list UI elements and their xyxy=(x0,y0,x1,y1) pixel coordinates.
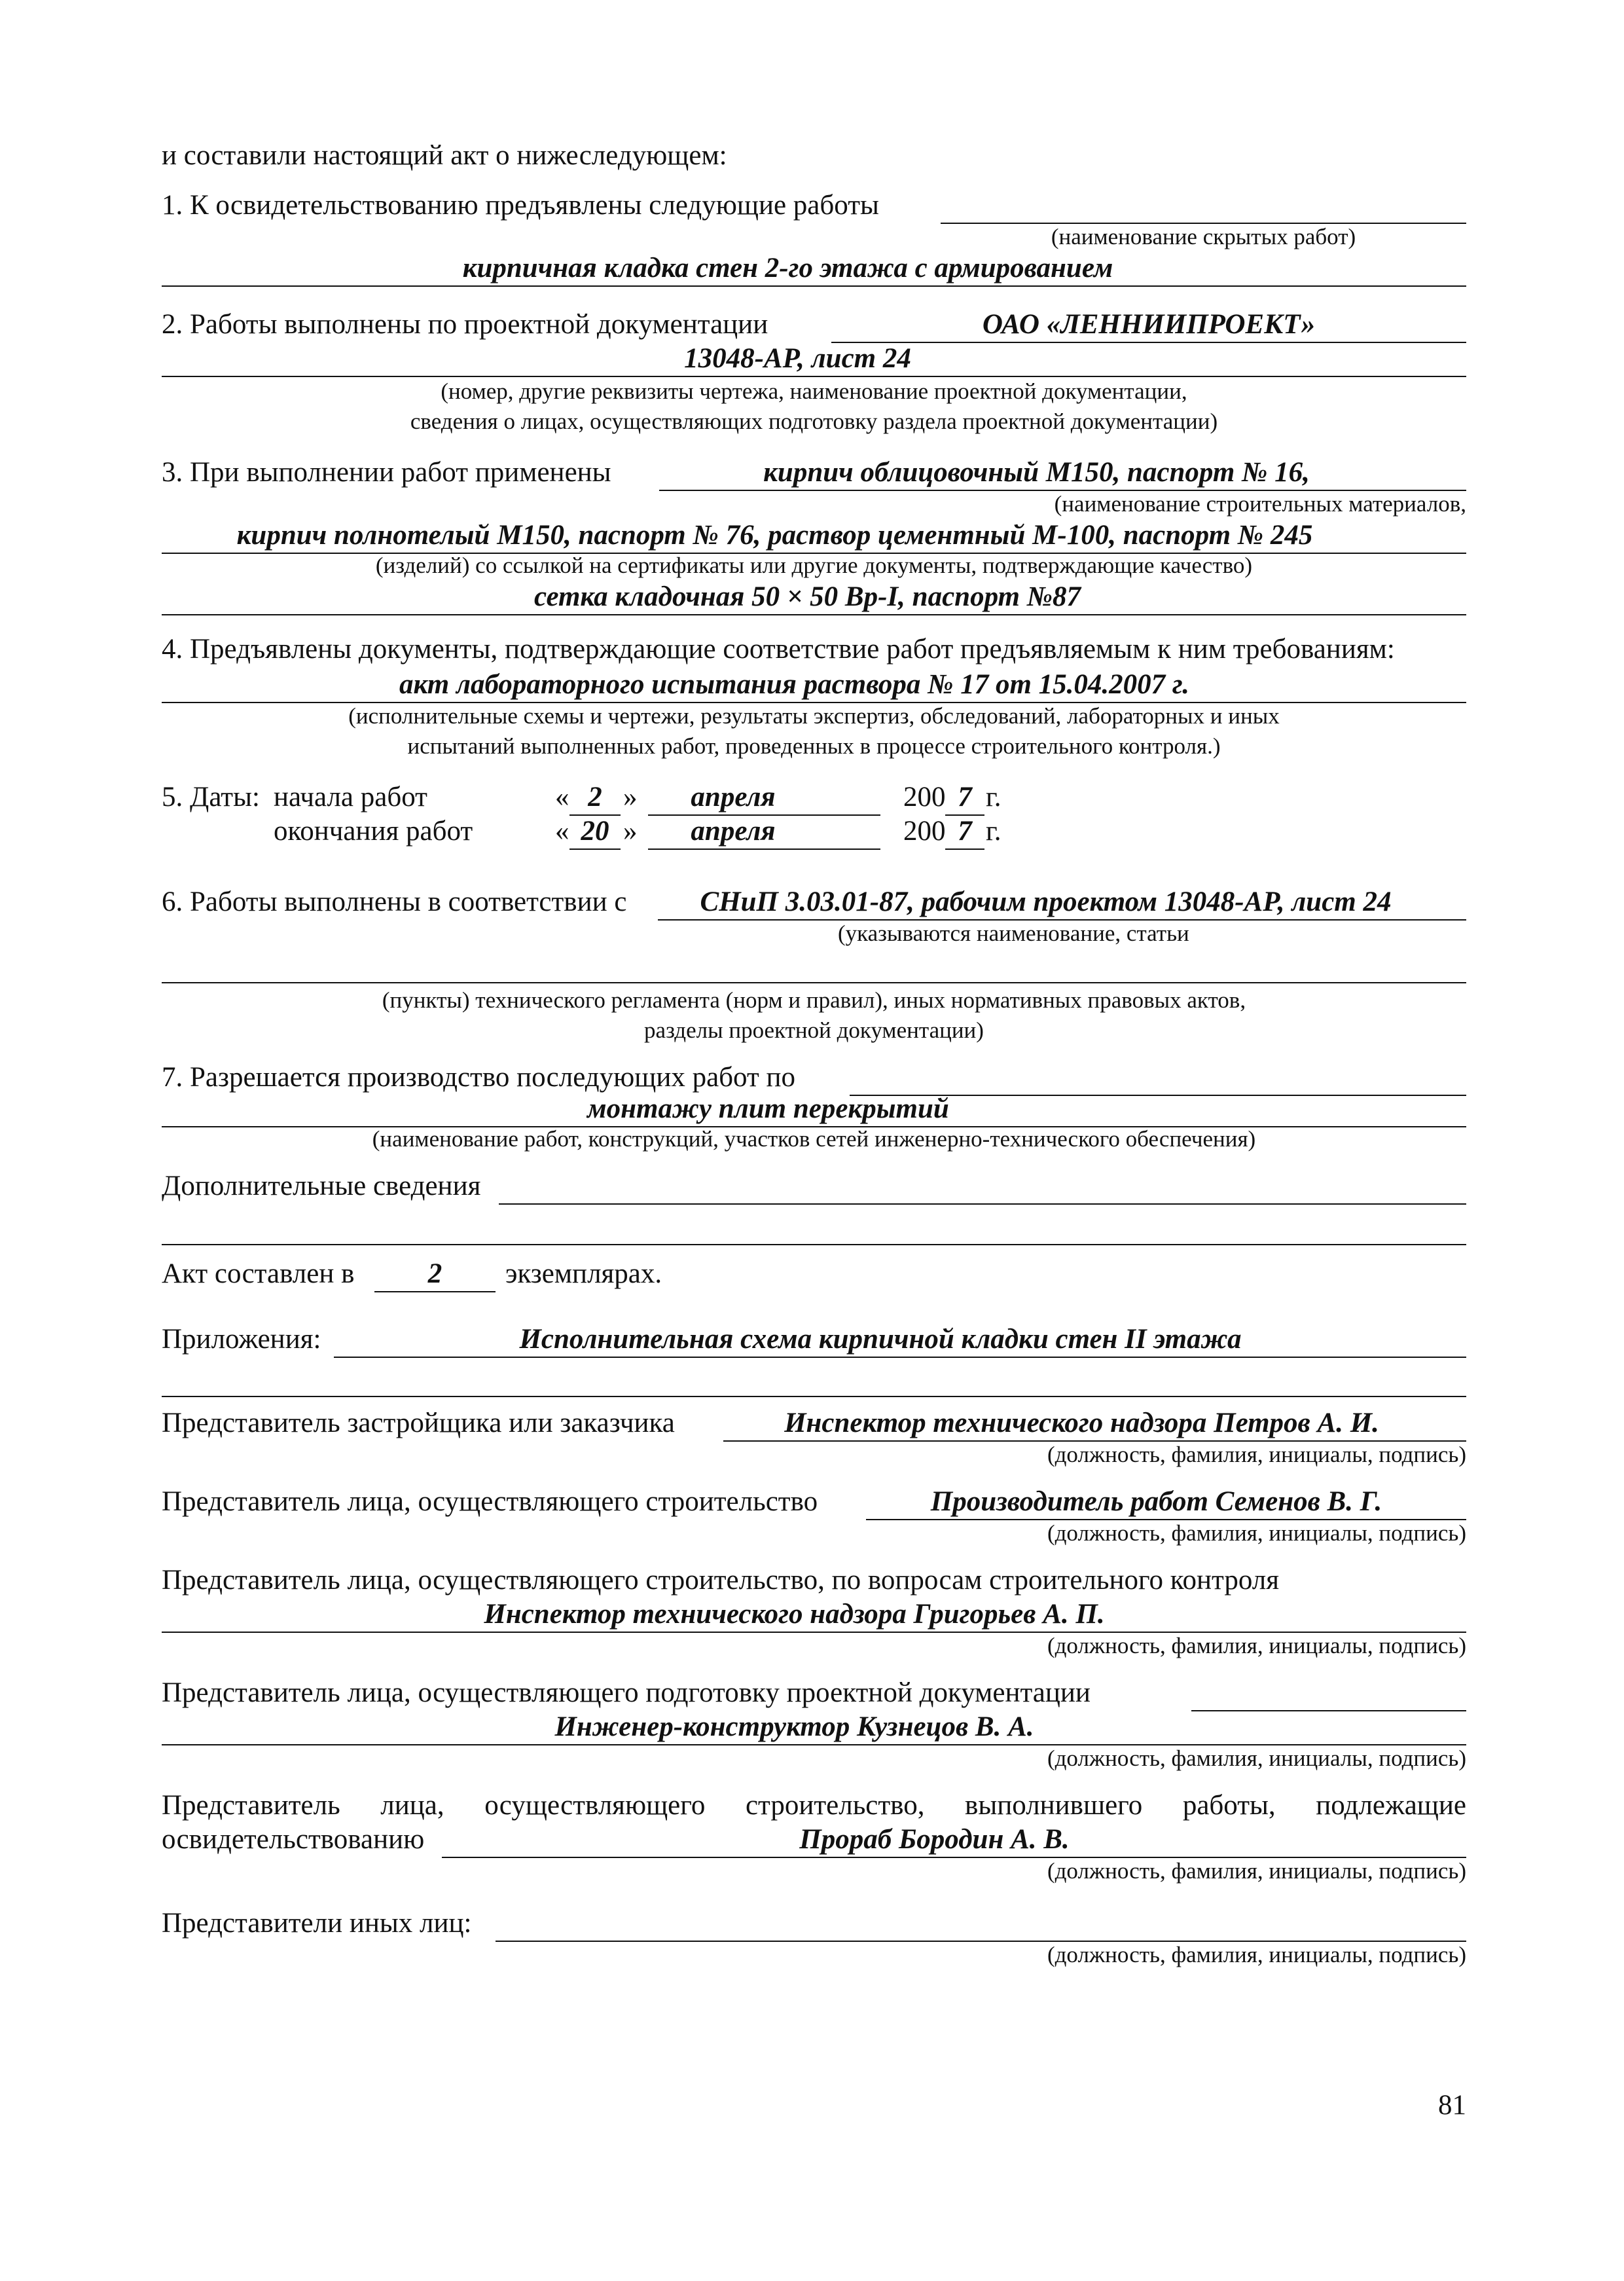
end-month: апреля xyxy=(691,816,776,847)
item6-label: 6. Работы выполнены в соответствии с xyxy=(162,886,627,917)
additional-label: Дополнительные сведения xyxy=(162,1171,481,1201)
item3-caption1: (наименование строительных материалов, xyxy=(1054,491,1466,517)
item7-caption: (наименование работ, конструкций, участков сетей инженерно-технического обеспечения) xyxy=(372,1126,1256,1152)
attachments-line-2 xyxy=(162,1362,1466,1397)
start-year-prefix: 200 xyxy=(903,782,946,812)
item6-blank-line xyxy=(162,948,1466,983)
rep4-caption: (должность, фамилия, инициалы, подпись) xyxy=(1047,1745,1466,1771)
additional-line-2 xyxy=(162,1210,1466,1245)
item2-caption2: сведения о лицах, осуществляющих подготовку раздела проектной документации) xyxy=(410,409,1218,434)
item4-label: 4. Предъявлены документы, подтверждающие соответствие работ предъявляемым к ним требованиям: xyxy=(162,634,1395,665)
rep4-value: Инженер-конструктор Кузнецов В. А. xyxy=(554,1711,1034,1742)
rep2-caption: (должность, фамилия, инициалы, подпись) xyxy=(1047,1520,1466,1546)
item6-caption1: (указываются наименование, статьи xyxy=(838,921,1189,946)
item5-end-label: окончания работ xyxy=(274,816,473,847)
rep3-caption: (должность, фамилия, инициалы, подпись) xyxy=(1047,1633,1466,1658)
item2-value2: 13048-АР, лист 24 xyxy=(684,343,911,374)
item1-value: кирпичная кладка стен 2-го этажа с армированием xyxy=(462,253,1113,283)
rep4-label: Представитель лица, осуществляющего подготовку проектной документации xyxy=(162,1677,1091,1708)
item4-value: акт лабораторного испытания раствора № 17 от 15.04.2007 г. xyxy=(399,669,1189,700)
copies-prefix: Акт составлен в xyxy=(162,1258,355,1289)
end-quote-open: « xyxy=(555,816,569,847)
attachments-label: Приложения: xyxy=(162,1324,321,1355)
item3-value2: кирпич полнотелый М150, паспорт № 76, раствор цементный М-100, паспорт № 245 xyxy=(236,520,1313,551)
item3-value3: сетка кладочная 50 × 50 Вр-I, паспорт №87 xyxy=(533,581,1081,612)
item2-value1: ОАО «ЛЕННИИПРОЕКТ» xyxy=(982,309,1316,340)
item1-blank-line xyxy=(941,189,1466,224)
rep3-label: Представитель лица, осуществляющего строительство, по вопросам строительного контроля xyxy=(162,1565,1280,1596)
item4-caption1: (исполнительные схемы и чертежи, результаты экспертиз, обследований, лабораторных и иных xyxy=(348,703,1280,729)
start-year-suffix: 7 xyxy=(958,782,972,812)
rep1-caption: (должность, фамилия, инициалы, подпись) xyxy=(1047,1442,1466,1467)
item3-label: 3. При выполнении работ применены xyxy=(162,457,611,488)
end-year-prefix: 200 xyxy=(903,816,946,847)
item6-value: СНиП 3.03.01-87, рабочим проектом 13048-АР, лист 24 xyxy=(700,886,1392,917)
copies-suffix: экземплярах. xyxy=(505,1258,662,1289)
rep5-label: Представитель лица, осуществляющего строительство, выполнившего работы, подлежащие xyxy=(162,1790,1466,1821)
start-quote-open: « xyxy=(555,782,569,812)
item2-caption1: (номер, другие реквизиты чертежа, наименование проектной документации, xyxy=(441,378,1187,404)
start-month: апреля xyxy=(691,782,776,812)
attachments-value: Исполнительная схема кирпичной кладки стен II этажа xyxy=(519,1324,1242,1355)
end-quote-close: » xyxy=(623,816,638,847)
rep1-value: Инспектор технического надзора Петров А. И. xyxy=(784,1408,1379,1438)
item3-value1: кирпич облицовочный М150, паспорт № 16, xyxy=(763,457,1310,488)
end-year-unit: г. xyxy=(986,816,1001,847)
additional-line-1 xyxy=(499,1169,1466,1205)
item6-caption3: разделы проектной документации) xyxy=(644,1017,984,1043)
rep6-label: Представители иных лиц: xyxy=(162,1908,472,1939)
item6-caption2: (пункты) технического регламента (норм и правил), иных нормативных правовых актов, xyxy=(382,987,1246,1013)
item7-label: 7. Разрешается производство последующих работ по xyxy=(162,1062,796,1093)
end-year-suffix: 7 xyxy=(958,816,972,847)
start-year-unit: г. xyxy=(986,782,1001,812)
item3-caption2: (изделий) со ссылкой на сертификаты или другие документы, подтверждающие качество) xyxy=(375,553,1253,578)
copies-value: 2 xyxy=(427,1258,442,1289)
item1-label: 1. К освидетельствованию предъявлены следующие работы xyxy=(162,190,879,221)
item1-caption: (наименование скрытых работ) xyxy=(1051,224,1356,249)
item4-caption2: испытаний выполненных работ, проведенных в процессе строительного контроля.) xyxy=(407,733,1221,759)
page-number: 81 xyxy=(1438,2090,1466,2121)
rep5-label-cont: освидетельствованию xyxy=(162,1824,425,1855)
rep2-label: Представитель лица, осуществляющего строительство xyxy=(162,1486,818,1517)
start-quote-close: » xyxy=(623,782,638,812)
end-day: 20 xyxy=(581,816,609,847)
intro-text: и составили настоящий акт о нижеследующем: xyxy=(162,140,727,171)
rep2-value: Производитель работ Семенов В. Г. xyxy=(930,1486,1382,1517)
item7-value: монтажу плит перекрытий xyxy=(587,1093,949,1124)
rep1-label: Представитель застройщика или заказчика xyxy=(162,1408,675,1438)
item5-label: 5. Даты: xyxy=(162,782,260,812)
rep4-line-1 xyxy=(1191,1676,1466,1711)
rep5-value: Прораб Бородин А. В. xyxy=(799,1824,1070,1855)
rep5-caption: (должность, фамилия, инициалы, подпись) xyxy=(1047,1858,1466,1884)
item2-label: 2. Работы выполнены по проектной документации xyxy=(162,309,768,340)
rep6-line xyxy=(496,1907,1466,1942)
item5-start-label: начала работ xyxy=(274,782,427,812)
rep6-caption: (должность, фамилия, инициалы, подпись) xyxy=(1047,1942,1466,1967)
item7-blank-line xyxy=(850,1061,1466,1096)
start-day: 2 xyxy=(588,782,602,812)
rep3-value: Инспектор технического надзора Григорьев А. П. xyxy=(484,1599,1105,1630)
